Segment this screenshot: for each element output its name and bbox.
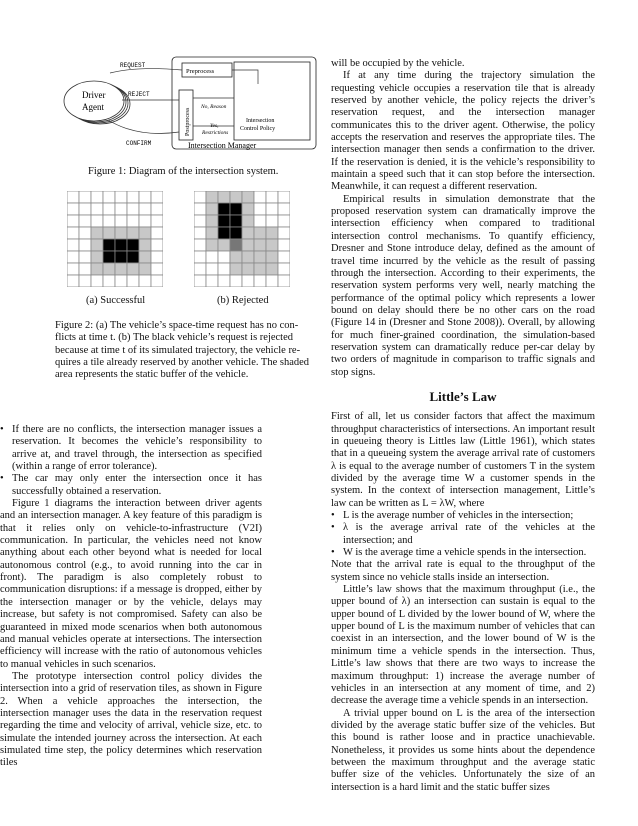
- reservation-tile: [67, 275, 79, 287]
- reservation-tile: [139, 239, 151, 251]
- no-reason-label: No, Reason: [201, 104, 227, 110]
- reservation-tile: [151, 203, 163, 215]
- reservation-tile: [139, 263, 151, 275]
- reservation-tile: [194, 215, 206, 227]
- reservation-tile: [230, 191, 242, 203]
- reservation-tile: [91, 191, 103, 203]
- reservation-tile: [206, 191, 218, 203]
- reservation-tile: [254, 275, 266, 287]
- reservation-tile: [103, 239, 115, 251]
- reservation-tile: [139, 215, 151, 227]
- reservation-tile: [194, 191, 206, 203]
- reservation-tile: [79, 275, 91, 287]
- reservation-tile: [242, 275, 254, 287]
- reservation-tile: [242, 215, 254, 227]
- reservation-tile: [115, 203, 127, 215]
- request-label: REQUEST: [120, 62, 146, 69]
- reservation-tile: [67, 203, 79, 215]
- reservation-tile: [67, 239, 79, 251]
- reservation-tile: [230, 263, 242, 275]
- reservation-tile: [127, 275, 139, 287]
- reservation-tile: [230, 203, 242, 215]
- manager-label: Intersection Manager: [188, 141, 257, 150]
- tile-grid-successful: [67, 191, 163, 287]
- yes-label: Yes,: [210, 123, 219, 129]
- agent-label: Agent: [82, 102, 104, 112]
- restrictions-label: Restrictions: [202, 130, 229, 136]
- reservation-tile: [278, 215, 290, 227]
- reservation-tile: [206, 275, 218, 287]
- reservation-tile: [115, 239, 127, 251]
- reservation-tile: [91, 275, 103, 287]
- paragraph: Figure 1 diagrams the interaction between driver agents and an intersection manager. A key feature of this paradigm is that it relies only on vehicle-to-infrastructure (V2I) communication. In particular, the vehicles need not know anything about each other beyond what is needed for local autonomous control (e.g., to avoid running into the car in front). The paradigm is also completely robust to communication disruptions: if a message is dropped, either by the intersection manager or by the vehicle, delays may increase, but safety is not compromised. Safety can also be guaranteed in mixed mode scenarios when both autonomous and manual vehicles operate at intersections. The intersection efficiency will increase with the ratio of autonomous vehicles to manual vehicles in such scenarios.: [0, 498, 262, 670]
- reservation-tile: [79, 227, 91, 239]
- reservation-tile: [206, 251, 218, 263]
- reservation-tile: [218, 251, 230, 263]
- reservation-tile: [278, 239, 290, 251]
- subcaption-successful: (a) Successful: [86, 295, 146, 306]
- reservation-tile: [67, 215, 79, 227]
- reservation-tile: [230, 251, 242, 263]
- reservation-tile: [218, 227, 230, 239]
- reservation-tile: [242, 203, 254, 215]
- figure1-caption: Figure 1: Diagram of the intersection system.: [88, 166, 279, 177]
- reservation-tile: [67, 251, 79, 263]
- reservation-tile: [278, 191, 290, 203]
- reservation-tile: [127, 263, 139, 275]
- reservation-tile: [266, 275, 278, 287]
- list-item: • λ is the average arrival rate of the vehicles at the intersection; and: [331, 522, 595, 547]
- reservation-tile: [103, 227, 115, 239]
- left-bullet-list: [0, 424, 262, 498]
- reservation-tile: [218, 191, 230, 203]
- reservation-tile: [206, 227, 218, 239]
- reservation-tile: [67, 227, 79, 239]
- paragraph: Empirical results in simulation demonstrate that the proposed reservation system can dramatically improve the intersection efficiency when compared to traditional intersection control mechanisms. To quantify efficiency, Dresner and Stone introduce delay, defined as the amount of travel time incurred by the vehicle as the result of passing through the intersection. According to their experiments, the reservation system performs very well, nearly matching the performance of the optimal policy which represents a lower bound on delay should there be no other cars on the road (Figure 14 in (Dresner and Stone 2008)). Overall, by allowing for much finer-grained coordination, the simulation-based reservation system can dramatically reduce per-car delay by two orders of magnitude in comparison to traffic signals and stop signs.: [331, 193, 595, 378]
- reservation-tile: [278, 227, 290, 239]
- reservation-tile: [254, 215, 266, 227]
- reservation-tile: [254, 191, 266, 203]
- reservation-tile: [218, 263, 230, 275]
- reservation-tile: [194, 239, 206, 251]
- reservation-tile: [230, 275, 242, 287]
- reservation-tile: [79, 251, 91, 263]
- reservation-tile: [139, 191, 151, 203]
- reservation-tile: [103, 251, 115, 263]
- left-column-text: [0, 424, 262, 770]
- reservation-tile: [91, 263, 103, 275]
- reservation-tile: [115, 227, 127, 239]
- tile-grid-rejected: [194, 191, 290, 287]
- reservation-tile: [278, 251, 290, 263]
- postprocess-label: Postprocess: [185, 107, 191, 136]
- reservation-tile: [139, 275, 151, 287]
- reservation-tile: [103, 275, 115, 287]
- reservation-tile: [230, 227, 242, 239]
- reservation-tile: [206, 263, 218, 275]
- reservation-tile: [266, 263, 278, 275]
- reservation-tile: [151, 239, 163, 251]
- reservation-tile: [103, 215, 115, 227]
- reservation-tile: [127, 227, 139, 239]
- reservation-tile: [79, 215, 91, 227]
- reservation-tile: [103, 263, 115, 275]
- reservation-tile: [151, 215, 163, 227]
- reservation-tile: [266, 215, 278, 227]
- reservation-tile: [278, 275, 290, 287]
- subcaption-rejected: (b) Rejected: [217, 295, 269, 306]
- reject-label: REJECT: [128, 91, 150, 98]
- reservation-tile: [79, 263, 91, 275]
- reservation-tile: [127, 215, 139, 227]
- reservation-tile: [278, 203, 290, 215]
- list-item: • The car may only enter the intersection once it has successfully obtained a reservation.: [0, 473, 262, 498]
- reservation-tile: [230, 215, 242, 227]
- preprocess-label: Preprocess: [186, 68, 215, 75]
- reservation-tile: [206, 203, 218, 215]
- list-item: • If there are no conflicts, the intersection manager issues a reservation. It becomes the vehicle’s responsibility to arrive at, and travel through, the intersection as specified (within a range of error tolerance).: [0, 424, 262, 473]
- reservation-tile: [115, 275, 127, 287]
- reservation-tile: [266, 239, 278, 251]
- reservation-tile: [218, 203, 230, 215]
- paragraph: If at any time during the trajectory simulation the requesting vehicle occupies a reservation tile that is already reserved by another vehicle, the policy rejects the driver’s reservation request, and the intersection manager communicates this to the driver agent. Otherwise, the policy accepts the reservation and reserves the appropriate tiles. The intersection manager then sends a confirmation to the driver. If the reservation is denied, it is the vehicle’s responsibility to maintain a speed such that it can stop before the intersection. Meanwhile, it can request a different reservation.: [331, 70, 595, 193]
- reservation-tile: [242, 239, 254, 251]
- reservation-tile: [127, 251, 139, 263]
- reservation-tile: [115, 215, 127, 227]
- reservation-tile: [254, 239, 266, 251]
- list-item: • W is the average time a vehicle spends in the intersection.: [331, 547, 595, 559]
- reservation-tile: [91, 239, 103, 251]
- reservation-tile: [266, 227, 278, 239]
- reservation-tile: [67, 263, 79, 275]
- reservation-tile: [115, 191, 127, 203]
- reservation-tile: [151, 263, 163, 275]
- reservation-tile: [242, 251, 254, 263]
- figure1-diagram: [58, 56, 320, 158]
- right-column-text: [331, 58, 595, 794]
- right-bullet-list: [331, 510, 595, 559]
- reservation-tile: [115, 251, 127, 263]
- driver-label: Driver: [82, 90, 106, 100]
- reservation-tile: [218, 239, 230, 251]
- paragraph: Note that the arrival rate is equal to the throughput of the system since no vehicle stalls inside an intersection.: [331, 559, 595, 583]
- reservation-tile: [194, 251, 206, 263]
- reservation-tile: [242, 227, 254, 239]
- reservation-tile: [91, 215, 103, 227]
- reservation-tile: [194, 227, 206, 239]
- reservation-tile: [151, 251, 163, 263]
- reservation-tile: [194, 203, 206, 215]
- reservation-tile: [139, 203, 151, 215]
- reservation-tile: [151, 227, 163, 239]
- reservation-tile: [127, 191, 139, 203]
- reservation-tile: [254, 263, 266, 275]
- confirm-label: CONFIRM: [126, 140, 152, 147]
- paragraph: The prototype intersection control policy divides the intersection into a grid of reservation tiles, as shown in Figure 2. When a vehicle approaches the intersection, the intersection manager uses the data in the reservation request regarding the time and velocity of arrival, vehicle size, etc. to simulate the intended journey across the intersection. At each simulated time step, the policy determines which reservation tiles: [0, 670, 262, 769]
- control-policy-label-2: Control Policy: [240, 126, 276, 132]
- reservation-tile: [151, 275, 163, 287]
- reservation-tile: [103, 191, 115, 203]
- reservation-tile: [266, 251, 278, 263]
- reservation-tile: [79, 203, 91, 215]
- reservation-tile: [79, 239, 91, 251]
- paragraph: Little’s law shows that the maximum throughput (i.e., the upper bound of λ) an intersection can sustain is equal to the upper bound of L divided by the lower bound of W, where the upper bound of L is the maximum number of vehicles that can coexist in an intersection, and the lower bound of W is the minimum time a vehicle spends in the intersection. Thus, Little’s law shows that there are two ways to increase the maximum throughput: 1) increase the average number of vehicles in an intersection at any moment of time, and 2) decrease the average time a vehicle spends in an intersection.: [331, 584, 595, 707]
- list-item: • L is the average number of vehicles in the intersection;: [331, 510, 595, 522]
- reservation-tile: [139, 227, 151, 239]
- reservation-tile: [218, 215, 230, 227]
- reservation-tile: [242, 263, 254, 275]
- paragraph: will be occupied by the vehicle.: [331, 58, 465, 69]
- reservation-tile: [254, 251, 266, 263]
- reservation-tile: [266, 191, 278, 203]
- reservation-tile: [115, 263, 127, 275]
- reservation-tile: [206, 239, 218, 251]
- reservation-tile: [91, 227, 103, 239]
- reservation-tile: [254, 203, 266, 215]
- reservation-tile: [139, 251, 151, 263]
- driver-agent-node: [64, 81, 124, 121]
- reservation-tile: [230, 239, 242, 251]
- reservation-tile: [91, 203, 103, 215]
- reservation-tile: [242, 191, 254, 203]
- reservation-tile: [278, 263, 290, 275]
- figure2-caption: Figure 2: (a) The vehicle’s space-time request has no con- flicts at time t. (b) The black vehicle’s request is rejected because at time t of its simulated trajectory, the vehicle re- quires a tile already reserved by another vehicle. The shaded area represents the static buffer of the vehicle.: [55, 320, 310, 381]
- reservation-tile: [103, 203, 115, 215]
- section-heading: Little’s Law: [429, 388, 497, 404]
- reservation-tile: [254, 227, 266, 239]
- reservation-tile: [218, 275, 230, 287]
- reservation-tile: [194, 263, 206, 275]
- reservation-tile: [266, 203, 278, 215]
- paragraph: A trivial upper bound on L is the area of the intersection divided by the average static buffer size of the vehicles. But this bound is rather loose and in practice unachievable. Nonetheless, it provides us some hints about the dependence between the maximum throughput and the average static buffer size of the vehicles. Unfortunately the size of an intersection is a hard limit and the static buffer sizes: [331, 707, 595, 793]
- paragraph: First of all, let us consider factors that affect the maximum throughput characteristics of intersections. An important result in queueing theory is Littles law (Little 1961), which states that in a queueing system the average arrival rate of customers λ is equal to the average number of customers T in the system divided by the average time W a customer spends in the system. In the context of intersection management, Little’s law can be written as L = λW, where: [331, 411, 595, 509]
- reservation-tile: [151, 191, 163, 203]
- reservation-tile: [67, 191, 79, 203]
- control-policy-label-1: Intersection: [246, 118, 275, 124]
- reservation-tile: [194, 275, 206, 287]
- reservation-tile: [127, 203, 139, 215]
- reservation-tile: [79, 191, 91, 203]
- reservation-tile: [127, 239, 139, 251]
- reservation-tile: [91, 251, 103, 263]
- reservation-tile: [206, 215, 218, 227]
